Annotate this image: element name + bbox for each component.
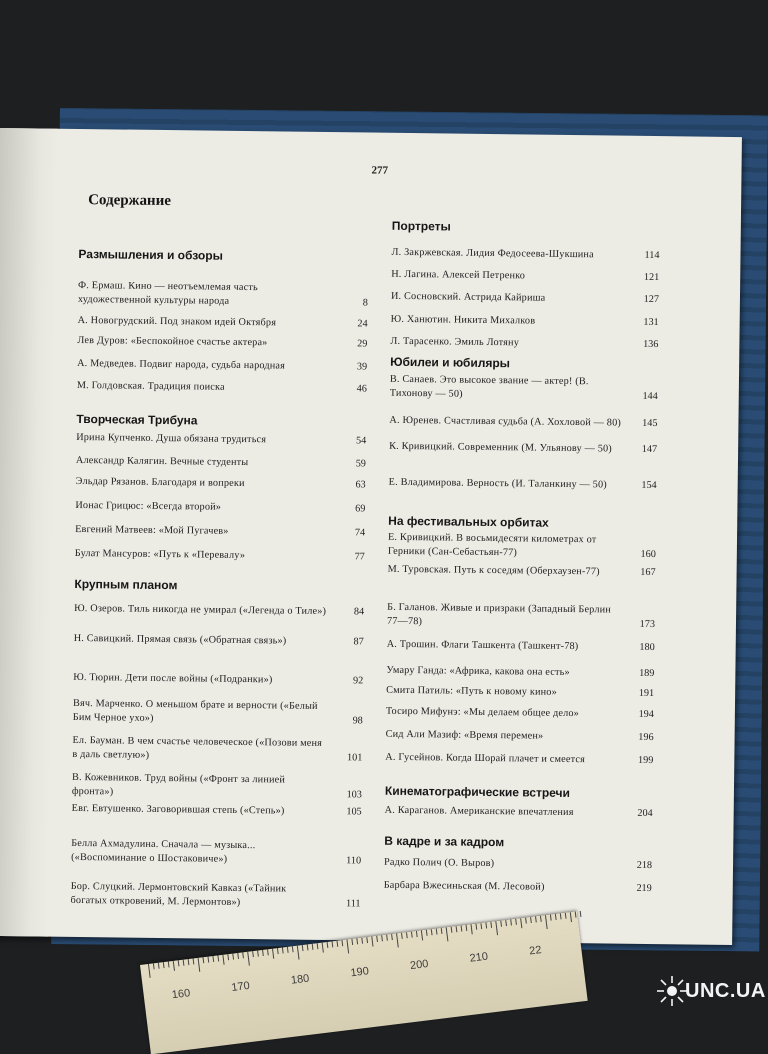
ruler-tick	[515, 919, 517, 925]
toc-entry	[72, 734, 362, 765]
ruler-tick	[247, 952, 250, 966]
toc-entry-text: Евгений Матвеев: «Мой Пугачев»	[75, 523, 229, 537]
ruler-tick	[495, 921, 498, 935]
toc-entry-page: 84	[353, 606, 365, 618]
toc-entry-page: 103	[346, 788, 362, 800]
toc-entry-text: Н. Лагина. Алексей Петренко	[391, 268, 526, 282]
toc-entry	[76, 475, 366, 492]
toc-entry-text: Ф. Ермаш. Кино — неотъемлемая часть художественной культуры народа	[77, 279, 258, 307]
ruler-tick	[322, 943, 324, 953]
ruler-tick	[227, 954, 229, 960]
toc-entry	[72, 771, 362, 802]
toc-entry-page: 24	[357, 318, 368, 330]
section-heading: В кадре и за кадром	[384, 833, 505, 850]
toc-entry-page: 191	[638, 687, 655, 700]
ruler-tick	[287, 947, 289, 953]
ruler-tick	[500, 921, 502, 927]
ruler-tick	[203, 957, 205, 963]
toc-entry	[71, 837, 361, 868]
ruler-tick	[560, 913, 562, 919]
toc-entry	[391, 246, 659, 263]
toc-entry-page: 218	[636, 859, 653, 872]
ruler-label: 210	[468, 950, 489, 965]
toc-entry-text: А. Трошин. Флаги Ташкента (Ташкент-78)	[386, 638, 579, 653]
ruler-tick	[297, 946, 300, 960]
ruler-tick	[550, 915, 552, 921]
ruler-tick	[207, 957, 209, 963]
toc-entry-page: 59	[355, 458, 366, 470]
ruler-tick	[371, 936, 373, 946]
ruler-tick	[381, 935, 383, 941]
ruler-tick	[431, 929, 433, 935]
section-heading: Размышления и обзоры	[78, 246, 223, 263]
toc-entry	[75, 523, 365, 540]
ruler-tick	[327, 942, 329, 948]
toc-entry-page: 144	[642, 390, 658, 402]
ruler-tick	[505, 920, 507, 926]
toc-entry-page: 77	[354, 551, 365, 563]
toc-entry	[77, 334, 367, 351]
toc-entry	[384, 856, 652, 873]
ruler-tick	[307, 944, 309, 950]
toc-entry-text: Вяч. Марченко. О меньшом брате и верности («Белый Бим Черное ухо»)	[72, 697, 318, 724]
toc-entry	[78, 279, 368, 310]
ruler-tick	[401, 933, 403, 939]
ruler-label: 170	[230, 979, 251, 994]
toc-entry	[75, 499, 365, 516]
ruler-tick	[530, 917, 532, 923]
toc-entry-text: Евг. Евтушенко. Заговорившая степь («Степь»)	[71, 802, 285, 817]
toc-entry-page: 173	[639, 618, 656, 630]
ruler-tick	[565, 913, 567, 919]
toc-entry	[389, 440, 657, 457]
toc-entry	[387, 601, 655, 631]
toc-entry-page: 219	[636, 882, 652, 895]
toc-entry-text: М. Туровская. Путь к соседям (Оберхаузен-77)	[387, 563, 600, 578]
ruler-tick	[262, 950, 264, 956]
book-page	[0, 128, 742, 945]
ruler-tick	[490, 922, 492, 928]
ruler-tick	[351, 939, 353, 945]
toc-entry-text: Бор. Слуцкий. Лермонтовский Кавказ («Тайник богатых откровений, М. Лермонтов»)	[70, 880, 287, 908]
ruler-tick	[272, 949, 274, 959]
toc-entry-page: 39	[356, 361, 368, 373]
ruler-tick	[525, 918, 527, 924]
section-heading: Творческая Трибуна	[76, 411, 198, 428]
ruler-tick	[421, 930, 423, 940]
ruler-tick	[376, 936, 378, 942]
ruler-tick	[282, 947, 284, 953]
toc-entry	[389, 476, 657, 493]
toc-entry-page: 46	[356, 383, 367, 395]
section-heading: Юбилеи и юбиляры	[390, 354, 511, 371]
ruler-tick	[257, 950, 259, 956]
toc-entry	[73, 671, 363, 688]
toc-entry	[72, 802, 362, 819]
ruler-tick	[222, 955, 224, 965]
toc-entry-page: 127	[643, 293, 660, 306]
ruler-tick	[391, 934, 393, 940]
ruler-tick	[366, 937, 368, 943]
toc-entry-text: А. Гусейнов. Когда Шорай плачет и смеется	[385, 751, 586, 766]
toc-entry	[391, 268, 659, 285]
ruler-tick	[535, 916, 537, 922]
ruler-tick	[212, 956, 214, 962]
ruler-label: 22	[528, 944, 543, 958]
toc-entry-text: А. Новогрудский. Под знаком идей Октября	[77, 314, 277, 329]
page-gutter	[0, 128, 58, 937]
ruler-tick	[471, 924, 473, 934]
toc-entry-text: Барбара Вжесиньская (М. Лесовой)	[383, 879, 545, 893]
ruler-tick	[406, 932, 408, 938]
ruler-tick	[466, 925, 468, 931]
ruler-tick	[356, 938, 358, 944]
ruler-tick	[451, 927, 453, 933]
toc-entry	[391, 313, 659, 330]
toc-entry-page: 196	[638, 731, 654, 744]
ruler-tick	[163, 962, 165, 968]
toc-entry-page: 69	[355, 503, 366, 515]
toc-entry	[388, 563, 656, 580]
ruler-tick	[267, 949, 269, 955]
toc-entry	[386, 684, 654, 701]
toc-entry	[76, 431, 366, 448]
toc-entry	[386, 705, 654, 722]
toc-entry	[70, 880, 360, 911]
ruler-tick	[475, 924, 477, 930]
ruler-tick	[545, 915, 548, 929]
ruler-tick	[237, 953, 239, 959]
toc-entry	[75, 547, 365, 564]
toc-entry-text: Ирина Купченко. Душа обязана трудиться	[76, 431, 267, 446]
toc-entry	[391, 290, 659, 307]
ruler-tick	[302, 945, 304, 951]
toc-entry-page: 160	[640, 548, 656, 560]
toc-entry-page: 180	[639, 641, 655, 654]
toc-entry-page: 154	[641, 479, 657, 492]
ruler-label: 160	[171, 987, 191, 1002]
toc-entry-text: Н. Савицкий. Прямая связь («Обратная связь»)	[73, 632, 287, 647]
toc-entry-text: Ел. Бауман. В чем счастье человеческое («Позови меня в даль светлую»)	[72, 734, 323, 761]
watermark-text: UNC.UA	[685, 980, 766, 1002]
toc-entry-text: А. Медведев. Подвиг народа, судьба народная	[77, 357, 286, 372]
ruler-tick	[317, 943, 319, 949]
toc-entry	[384, 879, 652, 896]
ruler-tick	[188, 959, 190, 965]
toc-entry-text: Б. Галанов. Живые и призраки (Западный Берлин 77—78)	[386, 601, 612, 627]
toc-entry-page: 114	[644, 249, 660, 262]
ruler-label: 190	[349, 965, 370, 980]
ruler-tick	[555, 914, 557, 920]
toc-entry-page: 194	[638, 708, 654, 721]
ruler-tick	[446, 927, 449, 941]
toc-entry-page: 74	[354, 527, 366, 539]
toc-entry-text: В. Санаев. Это высокое звание — актер! (В. Тихонову — 50)	[389, 373, 589, 400]
page-title: Содержание	[88, 192, 172, 210]
toc-entry-page: 98	[352, 714, 363, 726]
toc-entry-page: 131	[643, 316, 659, 329]
section-heading: На фестивальных орбитах	[388, 513, 549, 530]
page-number: 277	[371, 164, 389, 177]
ruler-tick	[426, 930, 428, 936]
toc-entry-text: А. Караганов. Американские впечатления	[384, 804, 574, 819]
toc-entry-text: Умару Ганда: «Африка, какова она есть»	[386, 664, 570, 679]
watermark	[655, 968, 765, 1018]
ruler-tick	[341, 940, 343, 946]
section-heading: Кинематографические встречи	[384, 783, 571, 801]
toc-entry-text: Ю. Тюрин. Дети после войны («Подранки»)	[73, 671, 273, 686]
toc-entry-text: Смита Патиль: «Путь к новому кино»	[386, 684, 557, 698]
toc-entry-page: 167	[640, 566, 656, 579]
toc-entry	[387, 638, 655, 655]
ruler-tick	[337, 941, 339, 947]
toc-entry-page: 121	[643, 271, 660, 284]
ruler-tick	[292, 946, 294, 952]
toc-entry	[386, 664, 654, 681]
ruler-tick	[386, 935, 388, 941]
toc-entry-text: В. Кожевников. Труд войны («Фронт за линией фронта»)	[71, 771, 286, 797]
ruler-tick	[168, 961, 170, 967]
ruler-tick	[456, 926, 458, 932]
ruler-tick	[411, 932, 413, 938]
ruler-tick	[183, 960, 185, 966]
ruler-tick	[158, 963, 160, 969]
ruler-label: 200	[409, 957, 430, 973]
toc-entry	[390, 373, 658, 403]
toc-entry-page: 199	[637, 754, 654, 767]
ruler-tick	[148, 964, 151, 978]
toc-entry-text: Е. Владимирова. Верность (И. Таланкину — 50)	[388, 476, 607, 491]
sun-logo-icon	[655, 974, 689, 1008]
ruler-label: 180	[290, 972, 310, 987]
toc-entry-page: 105	[346, 806, 362, 818]
ruler-tick	[153, 963, 155, 969]
toc-entry-page: 136	[643, 338, 659, 351]
ruler-tick	[198, 958, 201, 972]
ruler-tick	[312, 944, 314, 950]
ruler-tick	[461, 926, 463, 932]
toc-entry	[385, 804, 653, 821]
ruler-tick	[520, 918, 522, 928]
toc-entry-text: Белла Ахмадулина. Сначала — музыка... («Воспоминание о Шостаковиче»)	[71, 837, 256, 865]
toc-entry-text: Е. Кривицкий. В восьмидесяти километрах от Герники (Сан-Себастьян-77)	[387, 531, 597, 558]
toc-entry-page: 87	[353, 636, 364, 648]
toc-entry	[388, 531, 656, 561]
ruler-tick	[242, 952, 244, 958]
toc-entry	[74, 602, 364, 619]
ruler-tick	[178, 960, 180, 966]
toc-entry-text: А. Юренев. Счастливая судьба (А. Хохловой — 80)	[389, 414, 622, 429]
ruler-tick	[570, 912, 572, 922]
ruler-tick	[232, 954, 234, 960]
toc-entry-text: Ю. Ханютин. Никита Михалков	[390, 313, 536, 327]
toc-entry-text: Л. Закржевская. Лидия Федосеева-Шукшина	[391, 246, 594, 261]
toc-entry-page: 63	[355, 479, 366, 491]
ruler-tick	[193, 958, 195, 964]
toc-entry-text: И. Сосновский. Астрида Кайриша	[390, 290, 546, 304]
toc-entry-page: 147	[641, 443, 658, 456]
toc-entry-page: 92	[353, 675, 364, 687]
toc-entry-text: Л. Тарасенко. Эмиль Лотяну	[390, 335, 520, 349]
ruler-tick	[252, 951, 254, 957]
toc-entry-text: Лев Дуров: «Беспокойное счастье актера»	[77, 334, 268, 349]
toc-entry-page: 101	[346, 751, 363, 763]
toc-entry-page: 29	[357, 338, 368, 350]
toc-entry	[389, 414, 657, 431]
section-heading: Крупным планом	[74, 576, 178, 593]
toc-entry-page: 110	[346, 854, 362, 866]
toc-entry-page: 8	[362, 296, 368, 309]
toc-entry-text: Ю. Озеров. Тиль никогда не умирал («Легенда о Тиле»)	[74, 602, 327, 618]
ruler-tick	[436, 929, 438, 935]
ruler-tick	[173, 961, 175, 971]
ruler-tick	[346, 940, 349, 954]
ruler-tick	[485, 922, 487, 928]
toc-entry-page: 189	[639, 667, 655, 680]
ruler-tick	[416, 931, 418, 937]
ruler-tick	[540, 916, 542, 922]
ruler-tick	[575, 911, 577, 917]
toc-entry-text: Эльдар Рязанов. Благодаря и вопреки	[75, 475, 245, 490]
toc-entry-page: 204	[637, 807, 653, 820]
toc-entry	[390, 335, 658, 352]
ruler-tick	[396, 933, 399, 947]
toc-entry-text: Александр Калягин. Вечные студенты	[75, 454, 249, 469]
toc-entry-text: Ионас Грицюс: «Всегда второй»	[75, 499, 222, 513]
ruler-tick	[277, 948, 279, 954]
toc-entry-text: Булат Мансуров: «Путь к «Перевалу»	[74, 547, 246, 562]
section-heading: Портреты	[391, 218, 451, 234]
ruler-tick	[480, 923, 482, 929]
toc-entry-page: 145	[642, 417, 658, 430]
toc-entry	[77, 357, 367, 374]
toc-entry-text: Тосиро Мифунэ: «Мы делаем общее дело»	[385, 705, 580, 720]
toc-entry	[77, 379, 367, 396]
ruler-tick	[441, 928, 443, 934]
ruler-tick	[332, 941, 334, 947]
toc-entry	[386, 728, 654, 745]
ruler-tick	[361, 938, 363, 944]
toc-entry-page: 54	[355, 435, 367, 447]
toc-entry-page: 111	[345, 897, 361, 909]
toc-entry	[76, 454, 366, 471]
toc-entry	[78, 314, 368, 331]
toc-entry-text: К. Кривицкий. Современник (М. Ульянову — 50)	[389, 440, 613, 455]
toc-entry	[74, 632, 364, 649]
toc-entry-text: Сид Али Мазиф: «Время перемен»	[385, 728, 544, 742]
toc-entry	[73, 697, 363, 728]
ruler-tick	[510, 919, 512, 925]
ruler-tick	[217, 955, 219, 961]
toc-entry	[385, 751, 653, 768]
toc-entry-text: Радко Полич (О. Выров)	[383, 856, 495, 870]
toc-entry-text: М. Голдовская. Традиция поиска	[76, 379, 225, 393]
